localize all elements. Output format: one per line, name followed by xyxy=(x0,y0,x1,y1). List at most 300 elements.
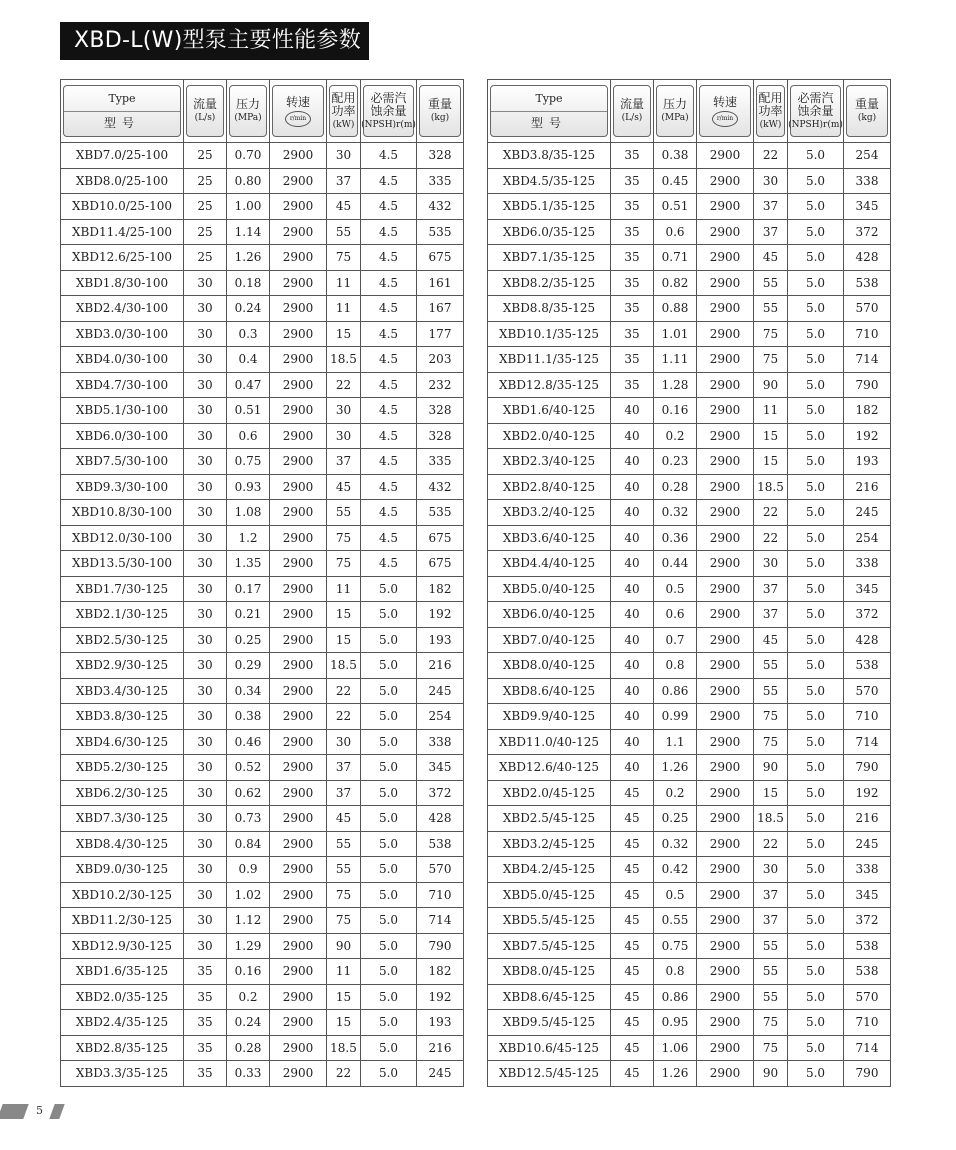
cell-weight: 328 xyxy=(417,398,464,424)
cell-speed: 2900 xyxy=(270,602,327,628)
cell-speed: 2900 xyxy=(270,525,327,551)
cell-speed: 2900 xyxy=(697,398,754,424)
cell-speed: 2900 xyxy=(697,780,754,806)
weight-label: 重量 xyxy=(427,97,452,111)
cell-model: XBD7.5/30-100 xyxy=(61,449,184,475)
cell-npsh: 5.0 xyxy=(788,933,844,959)
cell-speed: 2900 xyxy=(697,959,754,985)
cell-power: 45 xyxy=(327,474,361,500)
table-row xyxy=(61,831,464,857)
cell-pressure: 0.2 xyxy=(654,780,697,806)
cell-pressure: 0.25 xyxy=(654,806,697,832)
cell-power: 45 xyxy=(754,627,788,653)
cell-model: XBD6.0/40-125 xyxy=(488,602,611,628)
cell-flow: 25 xyxy=(184,219,227,245)
table-row xyxy=(488,321,891,347)
cell-model: XBD8.0/45-125 xyxy=(488,959,611,985)
table-row xyxy=(488,1035,891,1061)
cell-pressure: 0.38 xyxy=(227,704,270,730)
cell-speed: 2900 xyxy=(270,1061,327,1087)
cell-weight: 372 xyxy=(844,219,891,245)
cell-pressure: 1.06 xyxy=(654,1035,697,1061)
cell-npsh: 4.5 xyxy=(361,143,417,169)
cell-power: 22 xyxy=(754,500,788,526)
weight-label: 重量 xyxy=(854,97,879,111)
table-row xyxy=(61,933,464,959)
cell-flow: 30 xyxy=(184,857,227,883)
header-cell-box xyxy=(613,85,651,137)
spec-table-right xyxy=(487,79,891,1087)
cell-npsh: 5.0 xyxy=(788,398,844,424)
cell-speed: 2900 xyxy=(697,704,754,730)
cell-speed: 2900 xyxy=(697,576,754,602)
cell-model: XBD7.0/25-100 xyxy=(61,143,184,169)
cell-model: XBD9.9/40-125 xyxy=(488,704,611,730)
table-row xyxy=(488,423,891,449)
cell-pressure: 0.55 xyxy=(654,908,697,934)
cell-model: XBD2.8/35-125 xyxy=(61,1035,184,1061)
cell-npsh: 4.5 xyxy=(361,500,417,526)
cell-speed: 2900 xyxy=(697,372,754,398)
table-row xyxy=(488,627,891,653)
cell-pressure: 0.4 xyxy=(227,347,270,373)
cell-power: 30 xyxy=(754,551,788,577)
cell-weight: 714 xyxy=(844,1035,891,1061)
cell-pressure: 0.9 xyxy=(227,857,270,883)
cell-speed: 2900 xyxy=(697,882,754,908)
cell-weight: 538 xyxy=(844,270,891,296)
cell-power: 75 xyxy=(327,551,361,577)
cell-power: 37 xyxy=(754,219,788,245)
cell-flow: 40 xyxy=(611,551,654,577)
cell-power: 30 xyxy=(754,857,788,883)
cell-speed: 2900 xyxy=(270,168,327,194)
cell-weight: 432 xyxy=(417,194,464,220)
table-row xyxy=(488,806,891,832)
cell-model: XBD11.4/25-100 xyxy=(61,219,184,245)
table-header-right xyxy=(488,80,891,143)
cell-speed: 2900 xyxy=(270,372,327,398)
cell-flow: 30 xyxy=(184,372,227,398)
cell-model: XBD9.3/30-100 xyxy=(61,474,184,500)
cell-power: 11 xyxy=(327,576,361,602)
cell-speed: 2900 xyxy=(270,500,327,526)
table-row xyxy=(61,474,464,500)
cell-pressure: 0.44 xyxy=(654,551,697,577)
cell-model: XBD3.4/30-125 xyxy=(61,678,184,704)
cell-npsh: 5.0 xyxy=(788,372,844,398)
cell-model: XBD10.6/45-125 xyxy=(488,1035,611,1061)
cell-model: XBD4.5/35-125 xyxy=(488,168,611,194)
cell-power: 37 xyxy=(327,168,361,194)
cell-flow: 40 xyxy=(611,449,654,475)
cell-pressure: 0.36 xyxy=(654,525,697,551)
cell-power: 18.5 xyxy=(327,1035,361,1061)
cell-npsh: 5.0 xyxy=(361,959,417,985)
cell-power: 11 xyxy=(327,959,361,985)
cell-flow: 45 xyxy=(611,831,654,857)
cell-npsh: 5.0 xyxy=(361,984,417,1010)
cell-speed: 2900 xyxy=(270,194,327,220)
table-row xyxy=(61,347,464,373)
table-row xyxy=(61,704,464,730)
header-npsh xyxy=(788,80,844,143)
cell-power: 75 xyxy=(754,347,788,373)
cell-flow: 25 xyxy=(184,143,227,169)
cell-weight: 216 xyxy=(417,1035,464,1061)
cell-power: 11 xyxy=(327,296,361,322)
header-speed xyxy=(697,80,754,143)
weight-unit-label: (kg) xyxy=(857,113,877,123)
table-row xyxy=(61,525,464,551)
cell-speed: 2900 xyxy=(697,984,754,1010)
header-weight xyxy=(417,80,464,143)
cell-npsh: 5.0 xyxy=(788,194,844,220)
cell-model: XBD2.9/30-125 xyxy=(61,653,184,679)
table-row xyxy=(488,372,891,398)
header-weight xyxy=(844,80,891,143)
weight-unit-label: (kg) xyxy=(430,113,450,123)
header-cell-box xyxy=(846,85,888,137)
cell-flow: 35 xyxy=(184,1035,227,1061)
cell-weight: 338 xyxy=(417,729,464,755)
cell-speed: 2900 xyxy=(697,1035,754,1061)
table-row xyxy=(488,1010,891,1036)
cell-pressure: 0.75 xyxy=(654,933,697,959)
cell-speed: 2900 xyxy=(270,296,327,322)
cell-pressure: 1.00 xyxy=(227,194,270,220)
cell-flow: 25 xyxy=(184,245,227,271)
cell-power: 75 xyxy=(327,245,361,271)
cell-pressure: 0.24 xyxy=(227,296,270,322)
cell-flow: 25 xyxy=(184,168,227,194)
cell-speed: 2900 xyxy=(697,627,754,653)
cell-speed: 2900 xyxy=(270,908,327,934)
cell-flow: 30 xyxy=(184,653,227,679)
cell-weight: 710 xyxy=(844,321,891,347)
cell-power: 90 xyxy=(754,755,788,781)
cell-flow: 35 xyxy=(611,194,654,220)
cell-speed: 2900 xyxy=(697,857,754,883)
cell-flow: 30 xyxy=(184,347,227,373)
header-cell-box xyxy=(329,85,358,137)
cell-npsh: 5.0 xyxy=(788,1035,844,1061)
cell-weight: 372 xyxy=(417,780,464,806)
cell-speed: 2900 xyxy=(697,194,754,220)
cell-flow: 45 xyxy=(611,1061,654,1087)
cell-npsh: 4.5 xyxy=(361,474,417,500)
header-flow xyxy=(611,80,654,143)
cell-model: XBD2.0/45-125 xyxy=(488,780,611,806)
table-row xyxy=(61,576,464,602)
cell-pressure: 1.08 xyxy=(227,500,270,526)
header-speed xyxy=(270,80,327,143)
cell-power: 18.5 xyxy=(327,347,361,373)
cell-weight: 192 xyxy=(844,423,891,449)
cell-weight: 428 xyxy=(844,627,891,653)
cell-npsh: 5.0 xyxy=(788,602,844,628)
table-row xyxy=(61,143,464,169)
header-cell-box xyxy=(272,85,324,137)
cell-weight: 345 xyxy=(417,755,464,781)
cell-npsh: 5.0 xyxy=(788,270,844,296)
cell-flow: 35 xyxy=(184,984,227,1010)
cell-pressure: 1.11 xyxy=(654,347,697,373)
cell-npsh: 4.5 xyxy=(361,347,417,373)
cell-speed: 2900 xyxy=(697,551,754,577)
cell-pressure: 0.3 xyxy=(227,321,270,347)
cell-weight: 338 xyxy=(844,168,891,194)
cell-flow: 30 xyxy=(184,678,227,704)
cell-weight: 675 xyxy=(417,525,464,551)
header-cell-box xyxy=(656,85,694,137)
cell-npsh: 5.0 xyxy=(361,678,417,704)
cell-speed: 2900 xyxy=(697,321,754,347)
cell-flow: 45 xyxy=(611,780,654,806)
cell-pressure: 0.24 xyxy=(227,1010,270,1036)
cell-flow: 35 xyxy=(611,321,654,347)
table-body-left xyxy=(61,143,464,1087)
cell-speed: 2900 xyxy=(270,347,327,373)
cell-speed: 2900 xyxy=(697,245,754,271)
cell-power: 75 xyxy=(327,908,361,934)
cell-speed: 2900 xyxy=(697,908,754,934)
cell-flow: 35 xyxy=(611,168,654,194)
cell-speed: 2900 xyxy=(697,1010,754,1036)
cell-speed: 2900 xyxy=(270,576,327,602)
cell-power: 90 xyxy=(754,372,788,398)
cell-speed: 2900 xyxy=(697,525,754,551)
cell-power: 18.5 xyxy=(327,653,361,679)
cell-power: 18.5 xyxy=(754,806,788,832)
cell-weight: 338 xyxy=(844,857,891,883)
cell-pressure: 0.32 xyxy=(654,831,697,857)
cell-pressure: 0.21 xyxy=(227,602,270,628)
cell-weight: 710 xyxy=(417,882,464,908)
cell-speed: 2900 xyxy=(697,602,754,628)
cell-speed: 2900 xyxy=(270,882,327,908)
page-title: XBD-L(W)型泵主要性能参数 xyxy=(74,28,362,53)
cell-npsh: 5.0 xyxy=(788,959,844,985)
header-cell-box xyxy=(229,85,267,137)
table-row xyxy=(488,653,891,679)
cell-npsh: 5.0 xyxy=(361,1035,417,1061)
header-pressure xyxy=(654,80,697,143)
cell-pressure: 0.47 xyxy=(227,372,270,398)
cell-weight: 192 xyxy=(417,602,464,628)
cell-model: XBD1.6/35-125 xyxy=(61,959,184,985)
cell-flow: 45 xyxy=(611,1010,654,1036)
cell-model: XBD3.8/30-125 xyxy=(61,704,184,730)
cell-flow: 30 xyxy=(184,704,227,730)
table-row xyxy=(61,1010,464,1036)
table-row xyxy=(61,296,464,322)
cell-npsh: 4.5 xyxy=(361,321,417,347)
header-cell-box xyxy=(186,85,224,137)
table-row xyxy=(61,551,464,577)
cell-flow: 40 xyxy=(611,398,654,424)
cell-speed: 2900 xyxy=(270,1010,327,1036)
cell-flow: 35 xyxy=(611,245,654,271)
cell-npsh: 5.0 xyxy=(788,474,844,500)
cell-pressure: 0.80 xyxy=(227,168,270,194)
cell-power: 55 xyxy=(754,653,788,679)
cell-weight: 372 xyxy=(844,602,891,628)
cell-weight: 254 xyxy=(844,525,891,551)
cell-npsh: 5.0 xyxy=(788,551,844,577)
cell-flow: 30 xyxy=(184,755,227,781)
cell-power: 37 xyxy=(327,780,361,806)
cell-power: 75 xyxy=(754,321,788,347)
cell-weight: 216 xyxy=(844,474,891,500)
cell-flow: 30 xyxy=(184,576,227,602)
cell-power: 75 xyxy=(754,1035,788,1061)
cell-flow: 30 xyxy=(184,908,227,934)
cell-model: XBD7.0/40-125 xyxy=(488,627,611,653)
cell-npsh: 4.5 xyxy=(361,296,417,322)
cell-weight: 535 xyxy=(417,500,464,526)
cell-flow: 30 xyxy=(184,627,227,653)
cell-flow: 30 xyxy=(184,882,227,908)
cell-power: 15 xyxy=(327,321,361,347)
cell-flow: 30 xyxy=(184,831,227,857)
cell-pressure: 0.42 xyxy=(654,857,697,883)
cell-power: 15 xyxy=(754,423,788,449)
cell-flow: 35 xyxy=(611,270,654,296)
cell-npsh: 5.0 xyxy=(788,449,844,475)
npsh-label: 必需汽蚀余量 xyxy=(370,90,407,118)
cell-flow: 30 xyxy=(184,525,227,551)
table-row xyxy=(61,168,464,194)
cell-model: XBD12.6/25-100 xyxy=(61,245,184,271)
cell-speed: 2900 xyxy=(270,933,327,959)
cell-power: 55 xyxy=(327,831,361,857)
cell-power: 22 xyxy=(327,678,361,704)
cell-npsh: 5.0 xyxy=(361,882,417,908)
header-cell-box xyxy=(790,85,841,137)
cell-pressure: 1.2 xyxy=(227,525,270,551)
cell-pressure: 0.6 xyxy=(227,423,270,449)
cell-speed: 2900 xyxy=(697,449,754,475)
cell-power: 30 xyxy=(327,423,361,449)
table-row xyxy=(61,270,464,296)
cell-npsh: 5.0 xyxy=(788,347,844,373)
cell-npsh: 5.0 xyxy=(361,755,417,781)
cell-power: 55 xyxy=(327,857,361,883)
cell-pressure: 0.25 xyxy=(227,627,270,653)
cell-model: XBD12.9/30-125 xyxy=(61,933,184,959)
pressure-unit-label: (MPa) xyxy=(661,113,689,123)
cell-pressure: 0.2 xyxy=(654,423,697,449)
table-row xyxy=(61,602,464,628)
header-type xyxy=(488,80,611,143)
header-cell-box xyxy=(699,85,751,137)
cell-weight: 790 xyxy=(844,372,891,398)
cell-speed: 2900 xyxy=(697,1061,754,1087)
cell-flow: 30 xyxy=(184,500,227,526)
cell-pressure: 0.75 xyxy=(227,449,270,475)
cell-pressure: 0.16 xyxy=(227,959,270,985)
cell-npsh: 4.5 xyxy=(361,372,417,398)
flow-label: 流量 xyxy=(619,97,644,111)
cell-npsh: 4.5 xyxy=(361,245,417,271)
cell-pressure: 0.45 xyxy=(654,168,697,194)
cell-speed: 2900 xyxy=(270,678,327,704)
cell-weight: 428 xyxy=(844,245,891,271)
cell-weight: 161 xyxy=(417,270,464,296)
cell-pressure: 1.26 xyxy=(227,245,270,271)
cell-weight: 232 xyxy=(417,372,464,398)
cell-model: XBD10.0/25-100 xyxy=(61,194,184,220)
cell-flow: 35 xyxy=(184,959,227,985)
cell-speed: 2900 xyxy=(270,423,327,449)
cell-power: 55 xyxy=(754,270,788,296)
cell-npsh: 5.0 xyxy=(788,576,844,602)
cell-npsh: 5.0 xyxy=(788,219,844,245)
table-row xyxy=(488,1061,891,1087)
table-row xyxy=(488,296,891,322)
cell-model: XBD5.2/30-125 xyxy=(61,755,184,781)
power-label: 配用功率 xyxy=(758,90,783,118)
cell-speed: 2900 xyxy=(270,270,327,296)
speed-icon-icon: r/min xyxy=(285,111,311,127)
cell-speed: 2900 xyxy=(697,474,754,500)
cell-model: XBD2.3/40-125 xyxy=(488,449,611,475)
cell-flow: 30 xyxy=(184,449,227,475)
table-row xyxy=(61,423,464,449)
cell-flow: 30 xyxy=(184,423,227,449)
cell-flow: 35 xyxy=(184,1061,227,1087)
cell-model: XBD8.8/35-125 xyxy=(488,296,611,322)
cell-pressure: 0.73 xyxy=(227,806,270,832)
cell-npsh: 5.0 xyxy=(361,704,417,730)
cell-pressure: 1.02 xyxy=(227,882,270,908)
type-cn-label: 型号 xyxy=(103,116,140,131)
table-row xyxy=(61,806,464,832)
cell-npsh: 5.0 xyxy=(788,831,844,857)
cell-weight: 245 xyxy=(844,831,891,857)
cell-speed: 2900 xyxy=(270,1035,327,1061)
cell-pressure: 0.5 xyxy=(654,882,697,908)
table-row xyxy=(61,678,464,704)
cell-pressure: 0.16 xyxy=(654,398,697,424)
table-body-right xyxy=(488,143,891,1087)
cell-pressure: 0.28 xyxy=(227,1035,270,1061)
cell-power: 75 xyxy=(327,525,361,551)
table-row xyxy=(61,449,464,475)
cell-flow: 45 xyxy=(611,857,654,883)
cell-weight: 714 xyxy=(844,347,891,373)
cell-pressure: 0.32 xyxy=(654,500,697,526)
cell-npsh: 5.0 xyxy=(361,729,417,755)
cell-weight: 790 xyxy=(844,755,891,781)
cell-weight: 328 xyxy=(417,143,464,169)
cell-speed: 2900 xyxy=(270,627,327,653)
cell-weight: 245 xyxy=(417,1061,464,1087)
cell-power: 55 xyxy=(754,959,788,985)
cell-npsh: 5.0 xyxy=(788,500,844,526)
cell-flow: 45 xyxy=(611,959,654,985)
cell-speed: 2900 xyxy=(697,423,754,449)
cell-model: XBD12.5/45-125 xyxy=(488,1061,611,1087)
cell-model: XBD2.8/40-125 xyxy=(488,474,611,500)
cell-speed: 2900 xyxy=(270,984,327,1010)
cell-weight: 714 xyxy=(417,908,464,934)
cell-power: 75 xyxy=(754,704,788,730)
cell-npsh: 5.0 xyxy=(788,296,844,322)
cell-weight: 338 xyxy=(844,551,891,577)
cell-model: XBD3.0/30-100 xyxy=(61,321,184,347)
